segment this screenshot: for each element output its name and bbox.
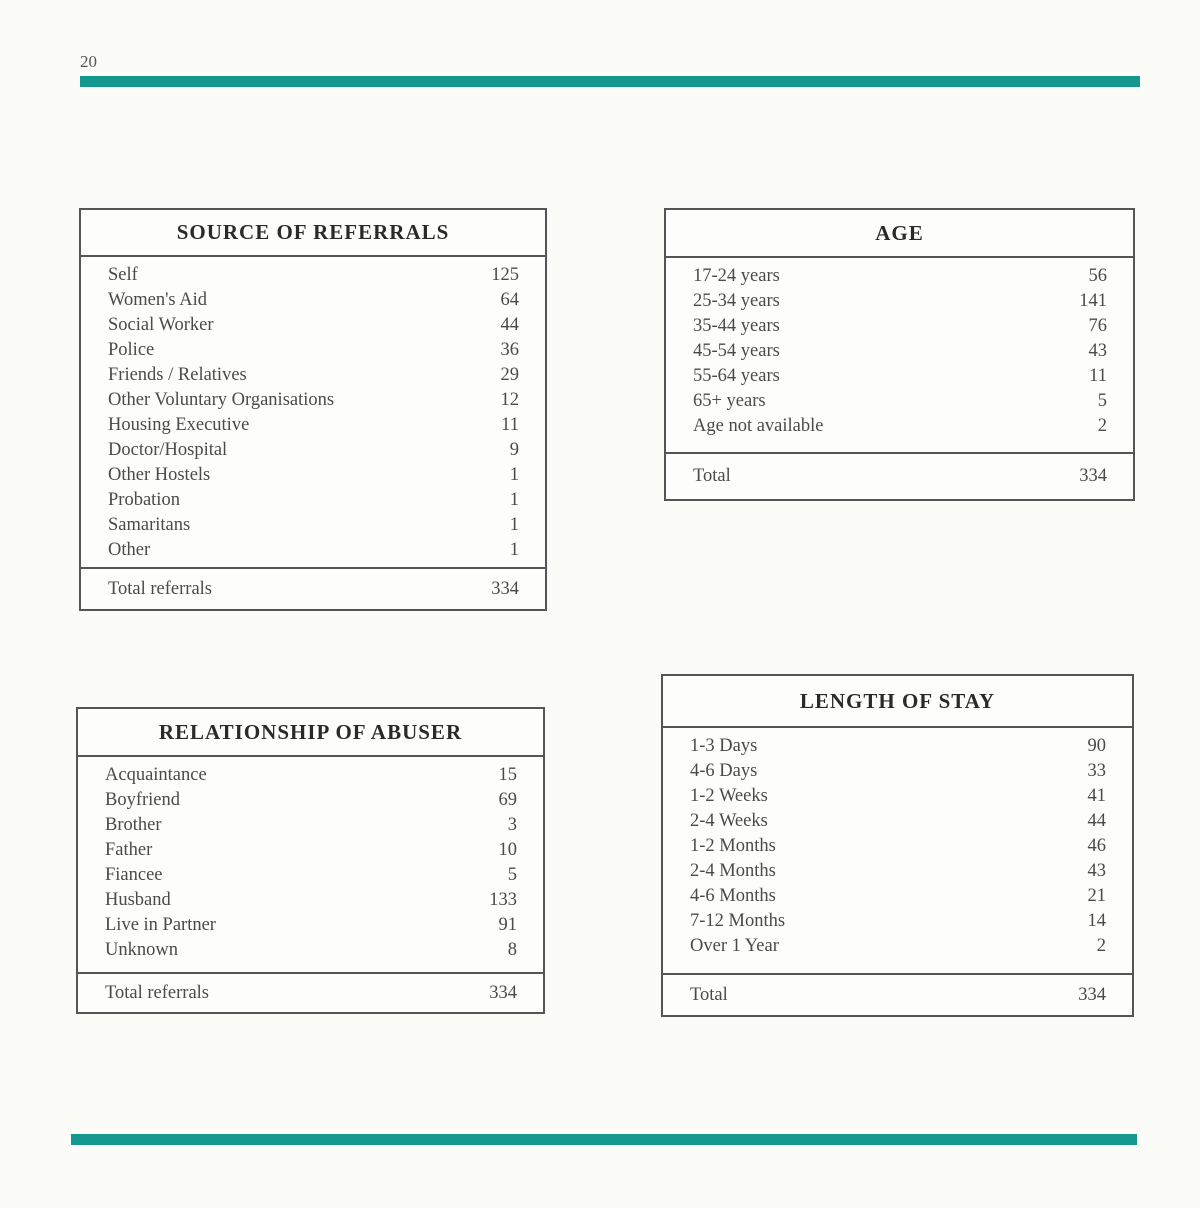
table-row — [666, 289, 1133, 314]
table-row — [81, 538, 545, 563]
table-row — [78, 838, 543, 863]
total-label: Total — [690, 984, 728, 1005]
table-row — [78, 788, 543, 813]
table-total-row — [81, 567, 545, 609]
row-value: 46 — [1087, 836, 1106, 856]
table-row — [666, 314, 1133, 339]
table-row — [81, 363, 545, 388]
table-title: SOURCE OF REFERRALS — [81, 210, 545, 257]
table-row — [663, 809, 1132, 834]
row-label: Housing Executive — [108, 415, 250, 435]
table-row — [663, 884, 1132, 909]
row-value: 2 — [1097, 416, 1107, 436]
row-label: 45-54 years — [693, 341, 780, 361]
table-title: RELATIONSHIP OF ABUSER — [78, 709, 543, 757]
row-label: 17-24 years — [693, 266, 780, 286]
row-label: Friends / Relatives — [108, 365, 247, 385]
row-value: 141 — [1079, 291, 1107, 311]
age-table — [664, 208, 1135, 501]
row-value: 91 — [498, 915, 517, 935]
row-label: Police — [108, 340, 155, 360]
row-value: 90 — [1087, 736, 1106, 756]
table-row — [666, 414, 1133, 439]
table-row — [663, 909, 1132, 934]
row-label: 1-2 Weeks — [690, 786, 768, 806]
table-row — [81, 463, 545, 488]
table-title: AGE — [666, 210, 1133, 258]
total-value: 334 — [1078, 984, 1106, 1005]
row-label: Women's Aid — [108, 290, 207, 310]
total-label: Total referrals — [105, 982, 209, 1003]
table-row — [666, 339, 1133, 364]
row-value: 1 — [509, 540, 519, 560]
row-value: 125 — [491, 265, 519, 285]
table-row — [81, 313, 545, 338]
source-of-referrals-table — [79, 208, 547, 611]
total-label: Total — [693, 466, 731, 486]
total-value: 334 — [489, 982, 517, 1003]
row-value: 41 — [1087, 786, 1106, 806]
row-value: 64 — [500, 290, 519, 310]
total-value: 334 — [1079, 466, 1107, 486]
total-value: 334 — [491, 578, 519, 599]
row-label: 4-6 Days — [690, 761, 758, 781]
row-label: Samaritans — [108, 515, 191, 535]
row-value: 11 — [1089, 366, 1107, 386]
top-accent-rule — [80, 76, 1140, 87]
table-row — [81, 388, 545, 413]
table-row — [78, 888, 543, 913]
table-rows — [78, 757, 543, 963]
row-label: Acquaintance — [105, 765, 207, 785]
row-value: 5 — [507, 865, 517, 885]
row-label: Father — [105, 840, 153, 860]
table-row — [666, 364, 1133, 389]
row-value: 44 — [1087, 811, 1106, 831]
table-row — [81, 338, 545, 363]
row-label: 7-12 Months — [690, 911, 786, 931]
row-value: 15 — [498, 765, 517, 785]
row-label: Doctor/Hospital — [108, 440, 228, 460]
row-value: 44 — [500, 315, 519, 335]
table-rows — [663, 728, 1132, 959]
row-label: Other Hostels — [108, 465, 211, 485]
row-value: 133 — [489, 890, 517, 910]
row-label: 65+ years — [693, 391, 766, 411]
page-number: 20 — [80, 52, 97, 71]
table-row — [663, 934, 1132, 959]
row-label: Over 1 Year — [690, 936, 779, 956]
row-value: 14 — [1087, 911, 1106, 931]
table-row — [663, 734, 1132, 759]
table-row — [81, 288, 545, 313]
row-label: Fiancee — [105, 865, 163, 885]
row-label: 35-44 years — [693, 316, 780, 336]
row-label: Probation — [108, 490, 180, 510]
row-value: 2 — [1096, 936, 1106, 956]
row-value: 9 — [509, 440, 519, 460]
row-label: Self — [108, 265, 138, 285]
row-value: 43 — [1088, 341, 1107, 361]
table-row — [666, 264, 1133, 289]
table-row — [78, 813, 543, 838]
row-label: Husband — [105, 890, 171, 910]
table-row — [663, 759, 1132, 784]
row-label: Unknown — [105, 940, 178, 960]
row-label: Live in Partner — [105, 915, 216, 935]
row-label: Brother — [105, 815, 162, 835]
table-total-row — [663, 973, 1132, 1015]
table-row — [81, 513, 545, 538]
row-label: Other Voluntary Organisations — [108, 390, 335, 410]
table-row — [663, 859, 1132, 884]
row-label: 2-4 Months — [690, 861, 776, 881]
table-total-row — [666, 452, 1133, 499]
bottom-accent-rule — [71, 1134, 1137, 1145]
table-rows — [81, 257, 545, 563]
table-row — [78, 913, 543, 938]
row-value: 69 — [498, 790, 517, 810]
row-value: 8 — [507, 940, 517, 960]
row-value: 29 — [500, 365, 519, 385]
row-label: 4-6 Months — [690, 886, 776, 906]
row-label: Social Worker — [108, 315, 214, 335]
row-value: 43 — [1087, 861, 1106, 881]
table-row — [78, 763, 543, 788]
table-row — [78, 863, 543, 888]
row-label: 25-34 years — [693, 291, 780, 311]
table-row — [81, 488, 545, 513]
row-value: 10 — [498, 840, 517, 860]
table-row — [663, 784, 1132, 809]
row-value: 1 — [509, 465, 519, 485]
row-value: 36 — [500, 340, 519, 360]
table-row — [81, 438, 545, 463]
row-value: 5 — [1097, 391, 1107, 411]
row-value: 12 — [500, 390, 519, 410]
row-label: Boyfriend — [105, 790, 181, 810]
row-value: 11 — [501, 415, 519, 435]
row-label: Other — [108, 540, 151, 560]
row-label: 1-2 Months — [690, 836, 776, 856]
row-value: 76 — [1088, 316, 1107, 336]
row-label: 2-4 Weeks — [690, 811, 768, 831]
row-label: 55-64 years — [693, 366, 780, 386]
table-rows — [666, 258, 1133, 439]
row-value: 33 — [1087, 761, 1106, 781]
table-title: LENGTH OF STAY — [663, 676, 1132, 728]
relationship-of-abuser-table — [76, 707, 545, 1014]
row-label: Age not available — [693, 416, 824, 436]
row-value: 1 — [509, 515, 519, 535]
row-value: 3 — [507, 815, 517, 835]
table-row — [78, 938, 543, 963]
table-row — [81, 263, 545, 288]
table-row — [666, 389, 1133, 414]
row-value: 1 — [509, 490, 519, 510]
table-row — [663, 834, 1132, 859]
length-of-stay-table — [661, 674, 1134, 1017]
table-row — [81, 413, 545, 438]
table-total-row — [78, 972, 543, 1012]
total-label: Total referrals — [108, 578, 212, 599]
row-value: 56 — [1088, 266, 1107, 286]
row-value: 21 — [1087, 886, 1106, 906]
row-label: 1-3 Days — [690, 736, 758, 756]
